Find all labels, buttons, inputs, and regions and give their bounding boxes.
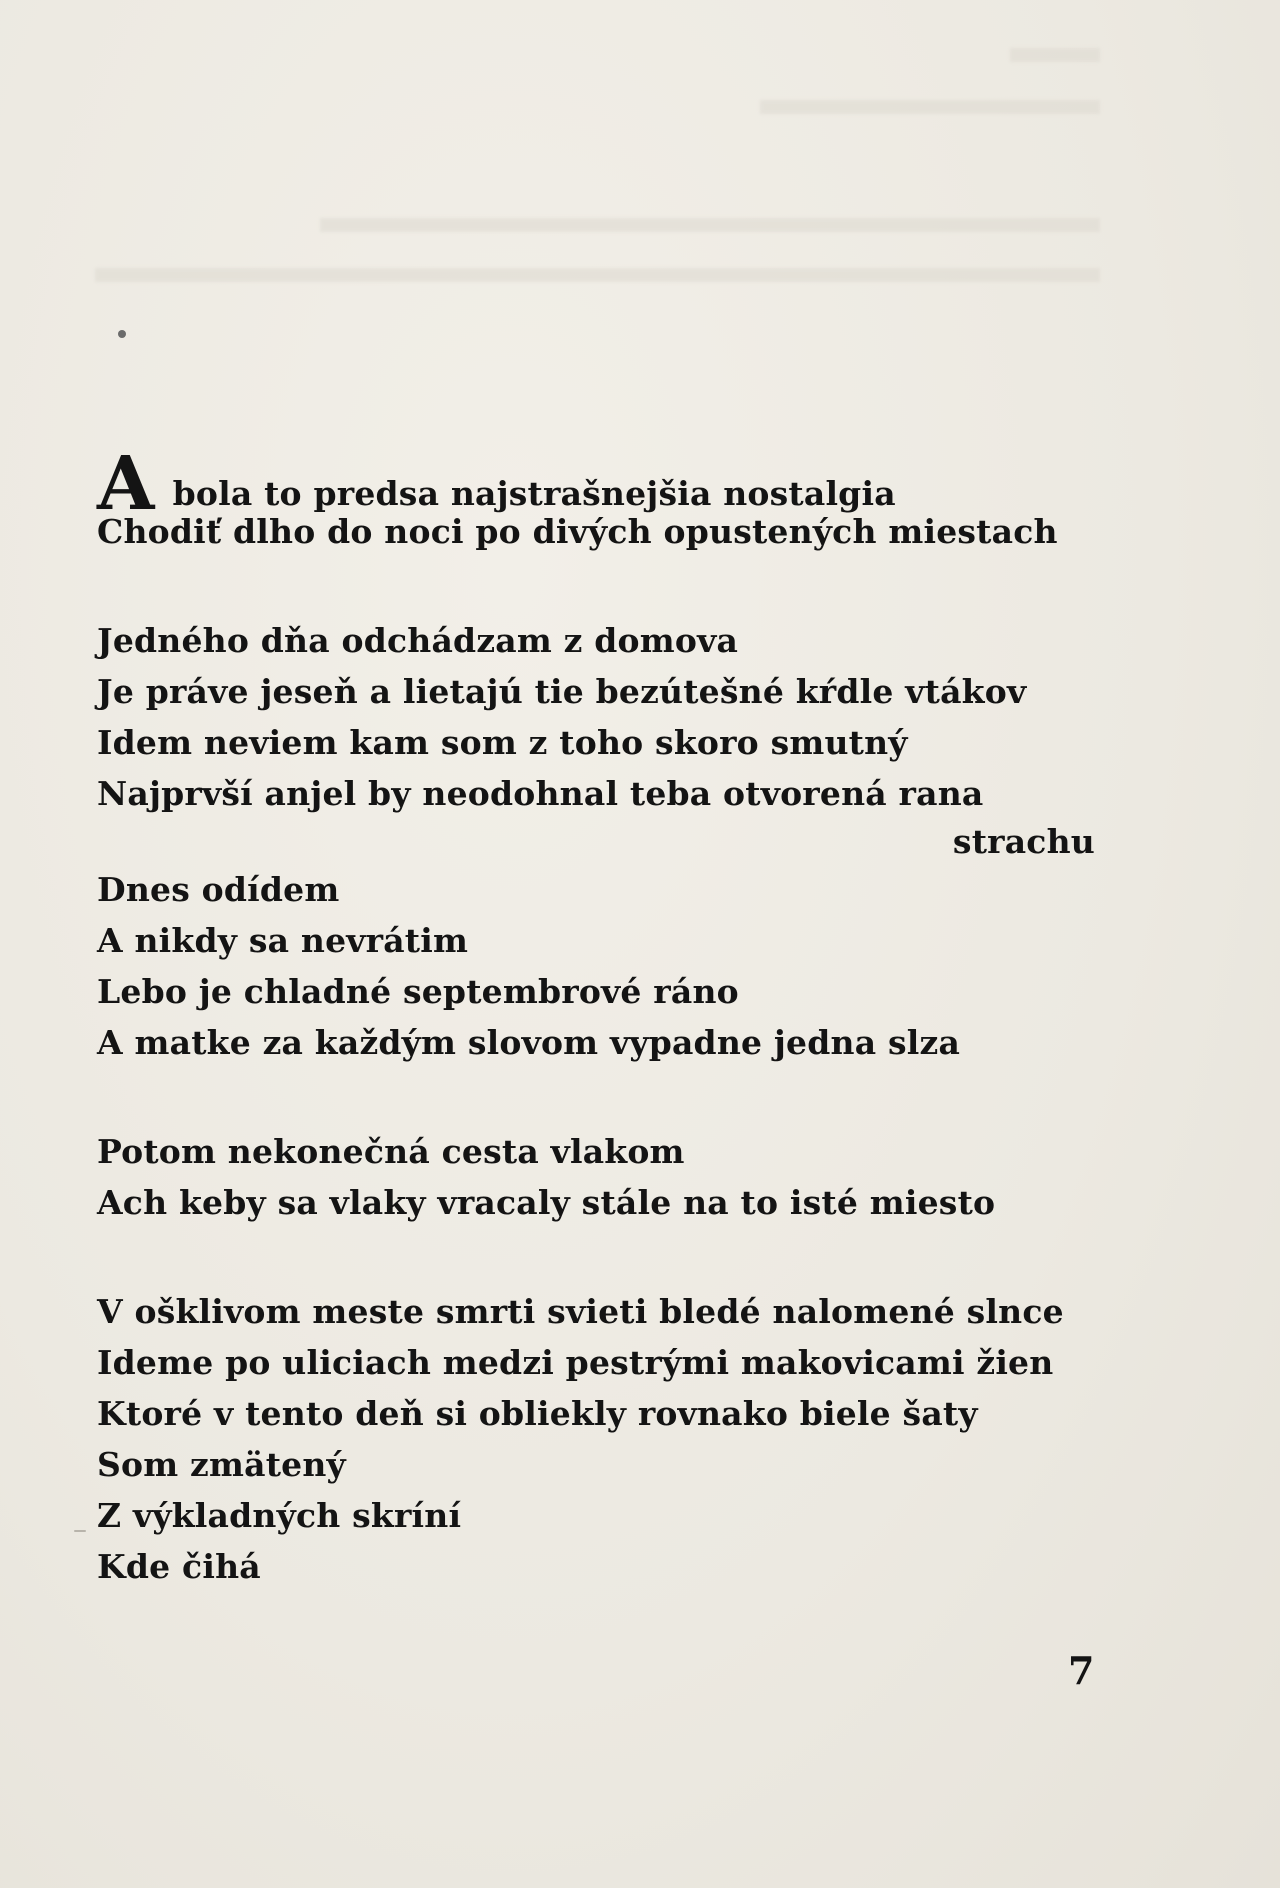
poem-line: Potom nekonečná cesta vlakom (97, 1132, 685, 1171)
page-number: 7 (1068, 1648, 1095, 1693)
bleed-through-line (1010, 48, 1100, 62)
stray-mark (74, 1530, 86, 1532)
poem-line: Je práve jeseň a lietajú tie bezútešné kŕdle vtákov (97, 672, 1027, 711)
poem-line: Lebo je chladné septembrové ráno (97, 972, 739, 1011)
ink-speck (118, 330, 126, 338)
poem-line: Chodiť dlho do noci po divých opustených miestach (97, 512, 1058, 551)
poem-line: Z výkladných skríní (97, 1496, 462, 1535)
bleed-through-line (760, 100, 1100, 114)
poem-line: Abola to predsa najstrašnejšia nostalgia (97, 441, 896, 527)
poem-line: A matke za každým slovom vypadne jedna slza (97, 1023, 961, 1062)
poem (97, 441, 1097, 1592)
poem-line: Idem neviem kam som z toho skoro smutný (97, 723, 908, 762)
drop-cap: A (97, 441, 155, 527)
poem-line: A nikdy sa nevrátim (97, 921, 469, 960)
poem-line: Jedného dňa odchádzam z domova (97, 621, 739, 660)
poem-line: Ideme po uliciach medzi pestrými makovicami žien (97, 1343, 1054, 1382)
poem-line-continuation: strachu (952, 822, 1095, 861)
poem-line: Kde čihá (97, 1547, 261, 1586)
poem-line: Ktoré v tento deň si obliekly rovnako biele šaty (97, 1394, 978, 1433)
stanza-gap (97, 1068, 1097, 1126)
poem-line: Som zmätený (97, 1445, 346, 1484)
poem-line: V ošklivom meste smrti svieti bledé nalomené slnce (97, 1292, 1064, 1331)
bleed-through-line (95, 268, 1100, 282)
stanza-gap (97, 557, 1097, 615)
poem-line: Dnes odídem (97, 870, 340, 909)
poem-line: Ach keby sa vlaky vracaly stále na to isté miesto (97, 1183, 996, 1222)
poem-line: Najprvší anjel by neodohnal teba otvorená rana (97, 774, 984, 813)
bleed-through-line (320, 218, 1100, 232)
stanza-gap (97, 1228, 1097, 1286)
